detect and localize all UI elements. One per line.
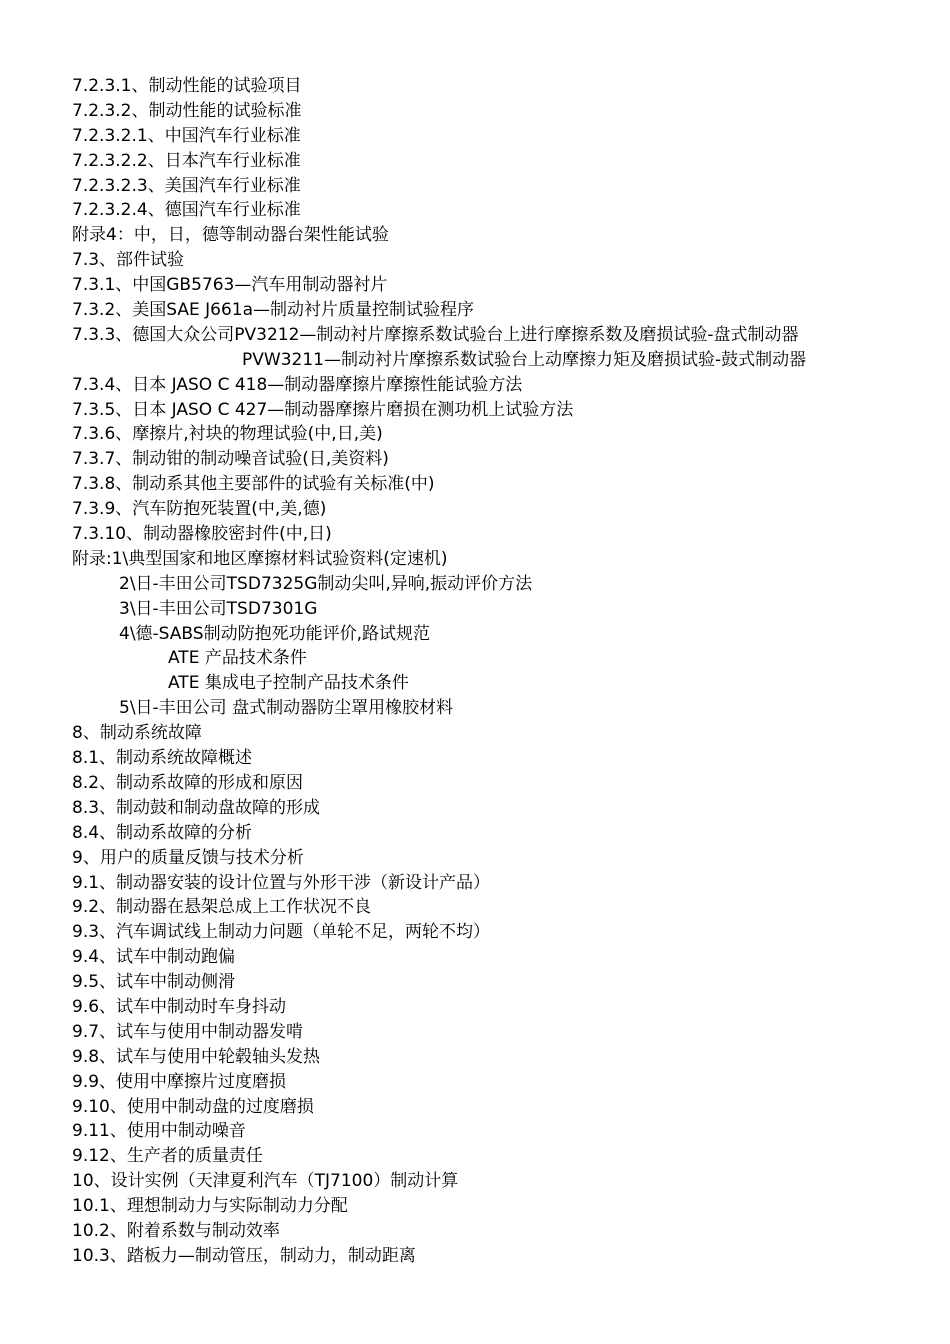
toc-line: 7.2.3.2、制动性能的试验标准 xyxy=(72,100,302,121)
toc-line: 8.3、制动鼓和制动盘故障的形成 xyxy=(72,797,321,818)
toc-line: 7.2.3.2.2、日本汽车行业标准 xyxy=(72,150,301,171)
toc-line: ATE 集成电子控制产品技术条件 xyxy=(168,673,409,694)
toc-line: 8.2、制动系故障的形成和原因 xyxy=(72,772,304,793)
toc-line: 10.2、附着系数与制动效率 xyxy=(72,1220,280,1241)
toc-line: 5\日-丰田公司 盘式制动器防尘罩用橡胶材料 xyxy=(119,698,454,719)
toc-line: 8、制动系统故障 xyxy=(72,723,202,744)
toc-line: 7.2.3.1、制动性能的试验项目 xyxy=(72,76,302,96)
toc-line: 9.7、试车与使用中制动器发啃 xyxy=(72,1021,304,1042)
toc-line: 9.1、制动器安装的设计位置与外形干涉（新设计产品） xyxy=(72,872,491,893)
toc-line: 10.3、踏板力—制动管压，制动力，制动距离 xyxy=(72,1245,416,1266)
toc-line: 9.3、汽车调试线上制动力问题（单轮不足，两轮不均） xyxy=(72,922,491,943)
toc-line: 7.3、部件试验 xyxy=(72,250,185,271)
toc-line: 9.10、使用中制动盘的过度磨损 xyxy=(72,1096,314,1117)
toc-line: 附录:1\典型国家和地区摩擦材料试验资料(定速机) xyxy=(72,548,448,569)
toc-line: 7.3.2、美国SAE J661a—制动衬片质量控制试验程序 xyxy=(72,300,475,321)
toc-line: 9.6、试车中制动时车身抖动 xyxy=(72,996,287,1017)
toc-line: 附录4：中，日，德等制动器台架性能试验 xyxy=(72,225,389,246)
toc-line: 9.11、使用中制动噪音 xyxy=(72,1121,246,1142)
toc-line: 7.3.8、制动系其他主要部件的试验有关标准(中) xyxy=(72,474,435,495)
toc-line: 8.1、制动系统故障概述 xyxy=(72,748,253,769)
toc-line: 9.8、试车与使用中轮毂轴头发热 xyxy=(72,1046,321,1067)
toc-line: 7.2.3.2.1、中国汽车行业标准 xyxy=(72,125,301,146)
toc-line: 7.3.10、制动器橡胶密封件(中,日) xyxy=(72,524,332,545)
toc-line: 4\德-SABS制动防抱死功能评价,路试规范 xyxy=(119,623,430,644)
toc-line: PVW3211—制动衬片摩擦系数试验台上动摩擦力矩及磨损试验-鼓式制动器 xyxy=(242,349,807,370)
toc-line: 7.3.5、日本 JASO C 427—制动器摩擦片磨损在测功机上试验方法 xyxy=(72,399,574,420)
toc-line: 7.3.4、日本 JASO C 418—制动器摩擦片摩擦性能试验方法 xyxy=(72,374,523,395)
toc-line: 7.3.6、摩擦片,衬块的物理试验(中,日,美) xyxy=(72,424,383,445)
toc-line: 9.2、制动器在悬架总成上工作状况不良 xyxy=(72,897,372,918)
toc-line: 2\日-丰田公司TSD7325G制动尖叫,异响,振动评价方法 xyxy=(119,573,533,594)
toc-line: 9.5、试车中制动侧滑 xyxy=(72,972,236,993)
toc-line: 7.3.9、汽车防抱死装置(中,美,德) xyxy=(72,499,327,520)
toc-line: 9.9、使用中摩擦片过度磨损 xyxy=(72,1071,287,1092)
toc-line: 9.12、生产者的质量责任 xyxy=(72,1146,263,1167)
toc-line: 7.3.1、中国GB5763—汽车用制动器衬片 xyxy=(72,275,388,296)
toc-line: 7.3.3、德国大众公司PV3212—制动衬片摩擦系数试验台上进行摩擦系数及磨损试验-盘式制动器 xyxy=(72,324,799,345)
table-of-contents xyxy=(72,74,932,1269)
toc-line: 3\日-丰田公司TSD7301G xyxy=(119,598,318,619)
toc-line: ATE 产品技术条件 xyxy=(168,648,307,669)
toc-line: 10、设计实例（天津夏利汽车（TJ7100）制动计算 xyxy=(72,1171,459,1192)
toc-line: 7.2.3.2.3、美国汽车行业标准 xyxy=(72,175,301,196)
toc-line: 9、用户的质量反馈与技术分析 xyxy=(72,847,304,868)
toc-line: 7.2.3.2.4、德国汽车行业标准 xyxy=(72,200,301,221)
toc-line: 8.4、制动系故障的分析 xyxy=(72,822,253,843)
toc-line: 7.3.7、制动钳的制动噪音试验(日,美资料) xyxy=(72,449,389,470)
toc-line: 9.4、试车中制动跑偏 xyxy=(72,947,236,968)
toc-line: 10.1、理想制动力与实际制动力分配 xyxy=(72,1196,348,1217)
